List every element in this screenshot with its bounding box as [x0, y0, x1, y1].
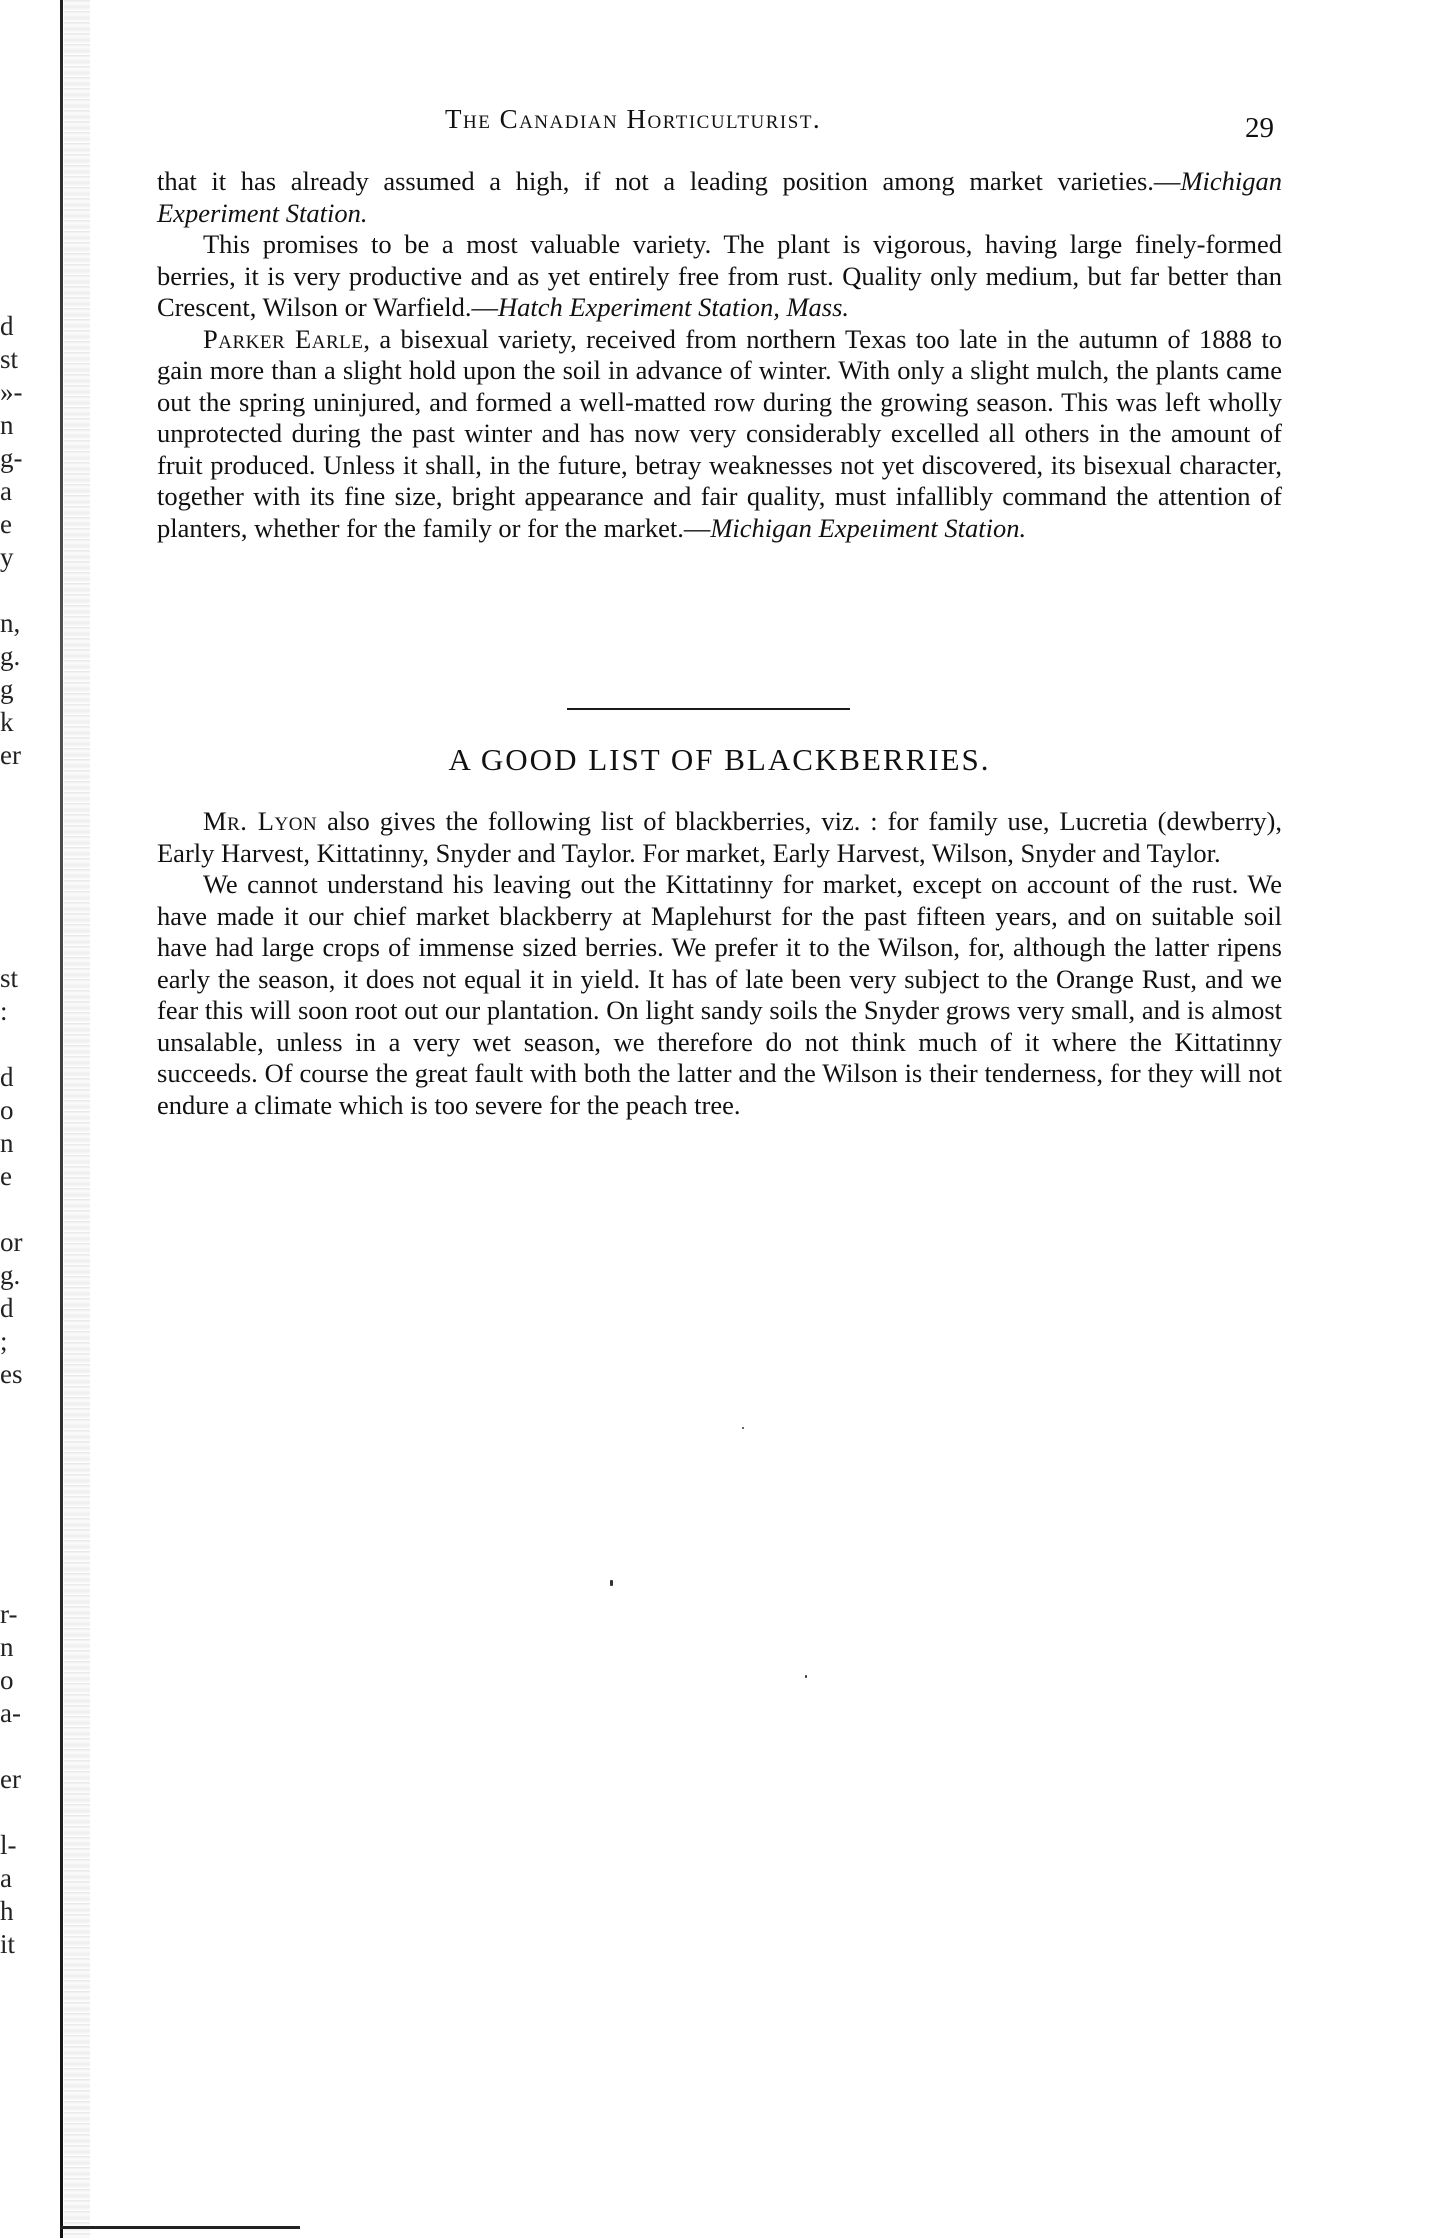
author-name: Mr. Lyon	[203, 806, 318, 836]
page-header	[445, 104, 1325, 144]
scan-speck	[742, 1427, 744, 1429]
section-heading: A GOOD LIST OF BLACKBERRIES.	[448, 742, 991, 777]
source-citation: Hatch Experiment Station, Mass.	[497, 292, 850, 322]
running-title: The Canadian Horticulturist.	[445, 104, 822, 134]
margin-fragments-2: st : d o n e or g. d ; es	[0, 963, 23, 1389]
page-gutter-edge	[60, 0, 63, 2238]
article-strawberry-notes	[157, 166, 1282, 544]
source-citation: Michigan Experiment Station.	[157, 166, 1282, 228]
paragraph: that it has already assumed a high, if not a leading position among market varieties.—Michigan Experiment Station.	[157, 166, 1282, 228]
section-divider	[567, 708, 850, 710]
scan-speck	[805, 1675, 807, 1678]
paragraph: Parker Earle, a bisexual variety, received from northern Texas too late in the autumn of 1888 to gain more than a slight hold upon the soil in advance of winter. With only a slight mulch, the plants came out the spring uninjured, and formed a well-matted row during the growing season. This was left wholly unprotected during the past winter and has now very considerably excelled all others in the amount of fruit produced. Unless it shall, in the future, betray weaknesses not yet discovered, its bisexual character, together with its fine size, bright appearance and fair quality, must infallibly command the attention of planters, whether for the family or for the market.—Michigan Expeıiment Station.	[157, 323, 1282, 543]
source-citation: Michigan Expeıiment Station.	[710, 512, 1027, 543]
paragraph: This promises to be a most valuable variety. The plant is vigorous, having large finely-formed berries, it is very productive and as yet entirely free from rust. Quality only medium, but far better than Crescent, Wilson or Warfield.—Hatch Experiment Station, Mass.	[157, 229, 1282, 322]
margin-fragments-3: r- n o a- er l- a h it	[0, 1599, 21, 1959]
variety-name: Parker Earle	[203, 323, 364, 354]
page-bottom-edge	[60, 2226, 300, 2229]
scan-speck	[610, 1580, 613, 1586]
paragraph: We cannot understand his leaving out the Kittatinny for market, except on account of the rust. We have made it our chief market blackberry at Maplehurst for the past fifteen years, and on suitable soil have had large crops of immense sized berries. We prefer it to the Wilson, for, although the latter ripens early the season, it does not equal it in yield. It has of late been very subject to the Orange Rust, and we fear this will soon root out our plantation. On light sandy soils the Snyder grows very small, and is almost unsalable, unless in a very wet season, we therefore do not think much of it where the Kittatinny succeeds. Of course the great fault with both the latter and the Wilson is their tenderness, for they will not endure a climate which is too severe for the peach tree.	[157, 869, 1282, 1120]
margin-fragments-1: d st »- n g- a e y n, g. g k er	[0, 311, 23, 770]
scan-gutter-shadow	[64, 0, 90, 2238]
article-blackberries	[157, 806, 1282, 1121]
paragraph: Mr. Lyon also gives the following list of blackberries, viz. : for family use, Lucretia (dewberry), Early Harvest, Kittatinny, Snyder and Taylor. For market, Early Harvest, Wilson, Snyder and Taylor.	[157, 806, 1282, 868]
page-number: 29	[1245, 112, 1274, 144]
